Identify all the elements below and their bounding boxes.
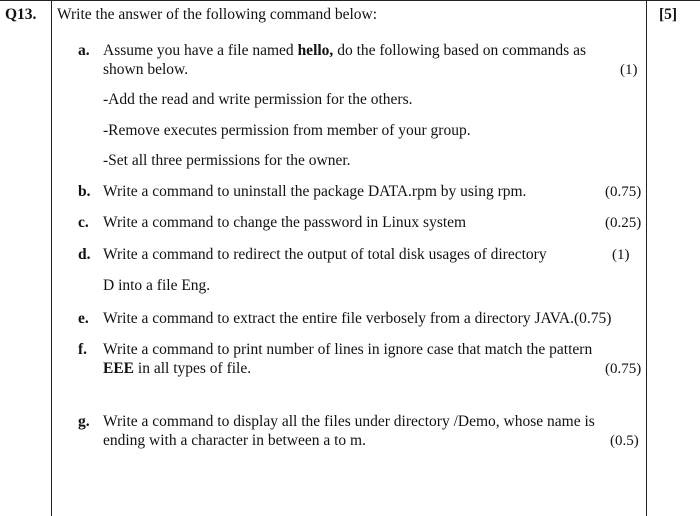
item-d-text-line1: Write a command to redirect the output of total disk usages of directory xyxy=(103,246,547,263)
item-f-letter: f. xyxy=(78,341,88,358)
item-f-marks: (0.75) xyxy=(605,361,642,377)
item-e-letter: e. xyxy=(78,310,89,327)
total-marks: [5] xyxy=(659,6,678,23)
item-d-marks: (1) xyxy=(612,247,630,263)
item-g-marks: (0.5) xyxy=(610,433,639,449)
item-g-text-line2: ending with a character in between a to m. xyxy=(103,432,366,449)
table-top-border xyxy=(0,0,700,1)
item-a-sub1: -Add the read and write permission for the others. xyxy=(103,91,413,108)
item-a-text-line1 xyxy=(103,42,586,60)
question-number: Q13. xyxy=(5,6,37,23)
item-d-text-line2: D into a file Eng. xyxy=(103,277,211,294)
item-c-text: Write a command to change the password in Linux system xyxy=(103,214,467,231)
item-g-text-line1: Write a command to display all the files under directory /Demo, whose name is xyxy=(103,413,595,430)
item-f-pattern: EEE xyxy=(103,360,135,377)
column-divider-right xyxy=(646,0,647,516)
column-divider-left xyxy=(51,0,52,516)
item-b-marks: (0.75) xyxy=(605,184,642,200)
item-a-text-before: Assume you have a file named xyxy=(103,42,298,59)
item-a-sub2: -Remove executes permission from member of your group. xyxy=(103,122,471,139)
item-c-marks: (0.25) xyxy=(605,215,642,231)
item-a-letter: a. xyxy=(78,42,90,59)
item-f-text-line2 xyxy=(103,360,251,378)
item-a-text-line2: shown below. xyxy=(103,61,189,78)
item-b-text: Write a command to uninstall the package DATA.rpm by using rpm. xyxy=(103,183,527,200)
item-f-text-rest: in all types of file. xyxy=(134,360,252,377)
item-d-letter: d. xyxy=(78,246,91,263)
item-a-sub3: -Set all three permissions for the owner. xyxy=(103,152,351,169)
item-a-filename: hello, xyxy=(297,42,334,59)
question-prompt: Write the answer of the following command below: xyxy=(57,6,378,23)
item-g-letter: g. xyxy=(78,413,90,430)
item-b-letter: b. xyxy=(78,183,91,200)
item-a-marks: (1) xyxy=(620,62,638,78)
item-f-text-line1: Write a command to print number of lines in ignore case that match the pattern xyxy=(103,341,593,358)
item-c-letter: c. xyxy=(78,214,89,231)
item-e-text: Write a command to extract the entire file verbosely from a directory JAVA.(0.75) xyxy=(103,310,612,327)
item-a-text-after: do the following based on commands as xyxy=(333,42,587,59)
